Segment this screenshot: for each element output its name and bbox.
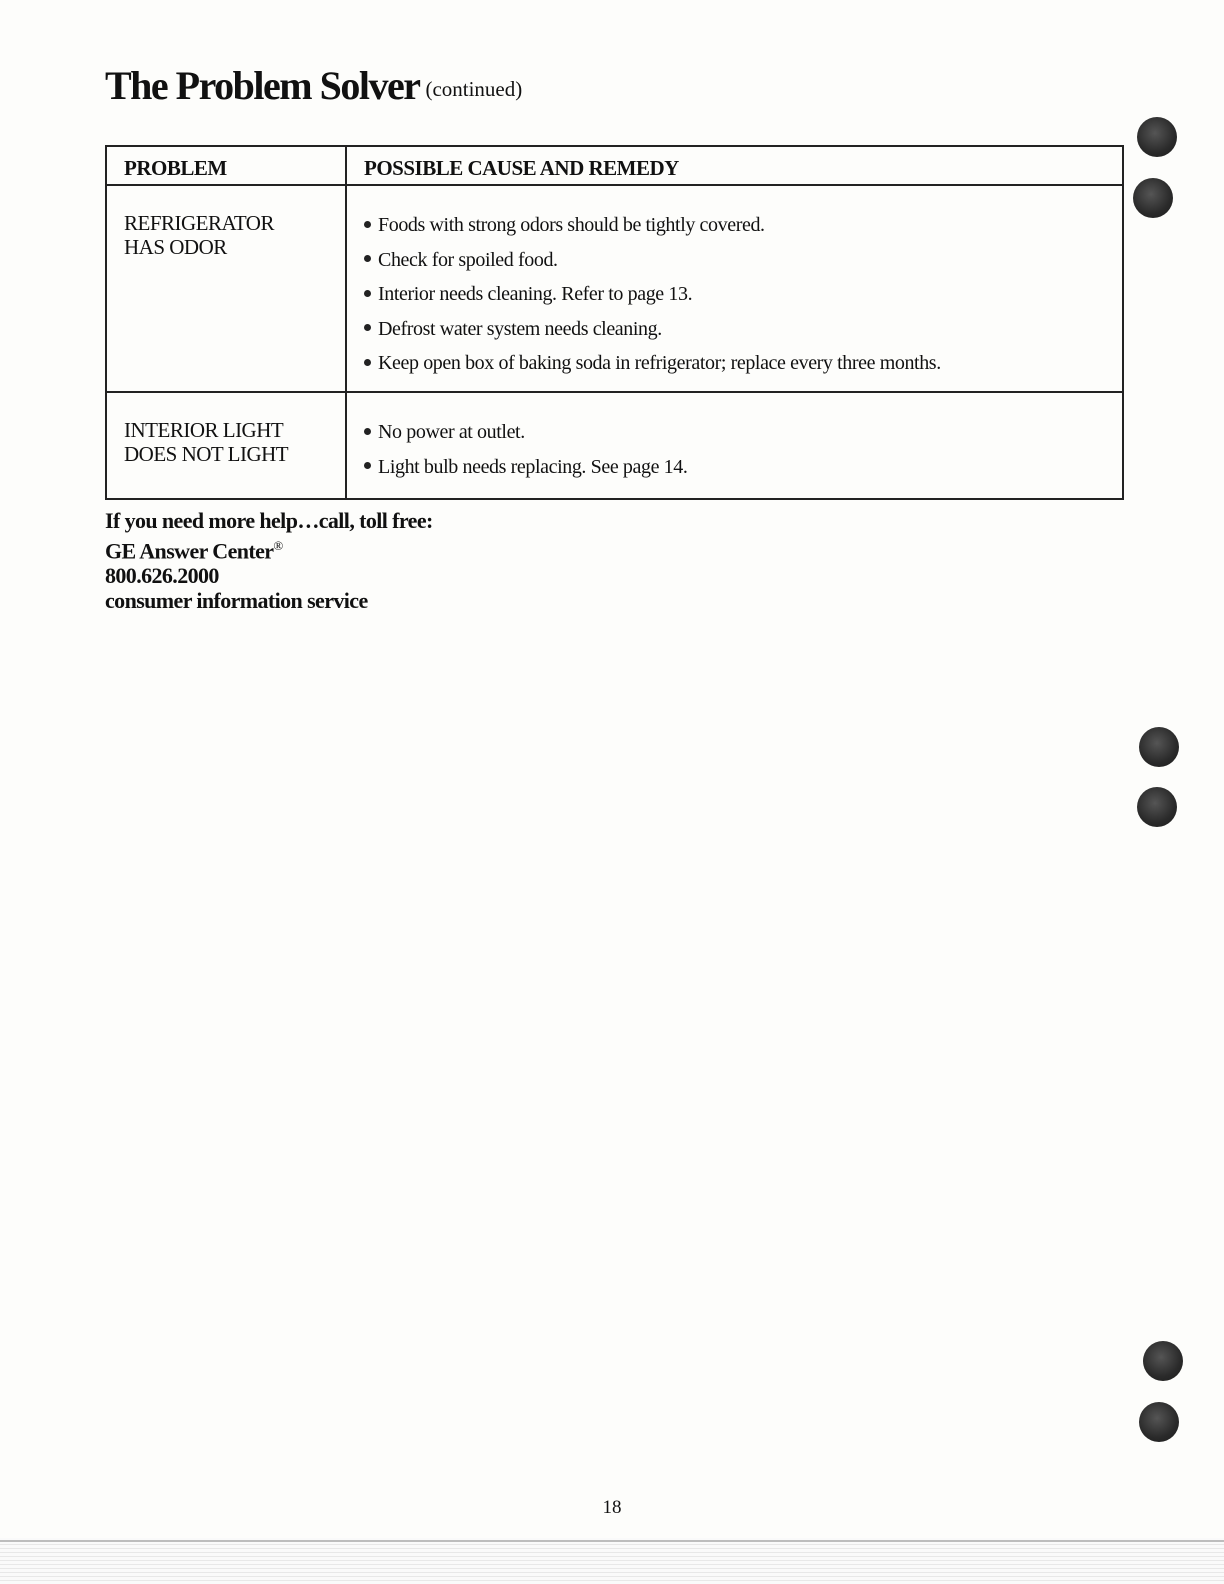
punch-hole-icon	[1139, 1402, 1179, 1442]
help-phone: 800.626.2000	[105, 563, 219, 589]
remedy-list	[364, 393, 1122, 484]
help-service: consumer information service	[105, 588, 368, 614]
help-contact-block	[105, 508, 433, 613]
header-problem: PROBLEM	[107, 147, 347, 184]
bullet-icon	[364, 462, 371, 469]
bullet-icon	[364, 428, 371, 435]
punch-hole-icon	[1137, 117, 1177, 157]
remedy-item: Foods with strong odors should be tightly covered.	[364, 208, 1122, 243]
table-row	[107, 391, 1122, 498]
problem-refrigerator-odor: REFRIGERATOR HAS ODOR	[124, 211, 274, 259]
bullet-icon	[364, 221, 371, 228]
bullet-icon	[364, 255, 371, 262]
help-intro: If you need more help…call, toll free:	[105, 508, 433, 533]
remedy-item: No power at outlet.	[364, 415, 1122, 450]
header-remedy: POSSIBLE CAUSE AND REMEDY	[364, 156, 679, 180]
page-title-continued: (continued)	[425, 77, 523, 101]
remedy-list	[364, 186, 1122, 381]
problem-interior-light: INTERIOR LIGHT DOES NOT LIGHT	[124, 418, 289, 466]
punch-hole-icon	[1143, 1341, 1183, 1381]
remedy-item: Check for spoiled food.	[364, 243, 1122, 278]
remedy-item: Light bulb needs replacing. See page 14.	[364, 450, 1122, 485]
bullet-icon	[364, 290, 371, 297]
table-header-row	[107, 147, 1122, 184]
page-title	[105, 62, 522, 109]
problem-solver-table	[105, 145, 1124, 500]
registered-mark: ®	[273, 538, 283, 553]
bullet-icon	[364, 324, 371, 331]
bullet-icon	[364, 359, 371, 366]
punch-hole-icon	[1133, 178, 1173, 218]
remedy-item: Defrost water system needs cleaning.	[364, 312, 1122, 347]
page-number: 18	[602, 1497, 622, 1518]
page-title-main: The Problem Solver	[105, 63, 420, 108]
answer-center-name: GE Answer Center®	[105, 538, 283, 564]
scan-edge-artifact	[0, 1538, 1224, 1584]
table-row	[107, 184, 1122, 391]
remedy-item: Interior needs cleaning. Refer to page 13.	[364, 277, 1122, 312]
remedy-item: Keep open box of baking soda in refrigerator; replace every three months.	[364, 346, 1122, 381]
punch-hole-icon	[1137, 787, 1177, 827]
punch-hole-icon	[1139, 727, 1179, 767]
